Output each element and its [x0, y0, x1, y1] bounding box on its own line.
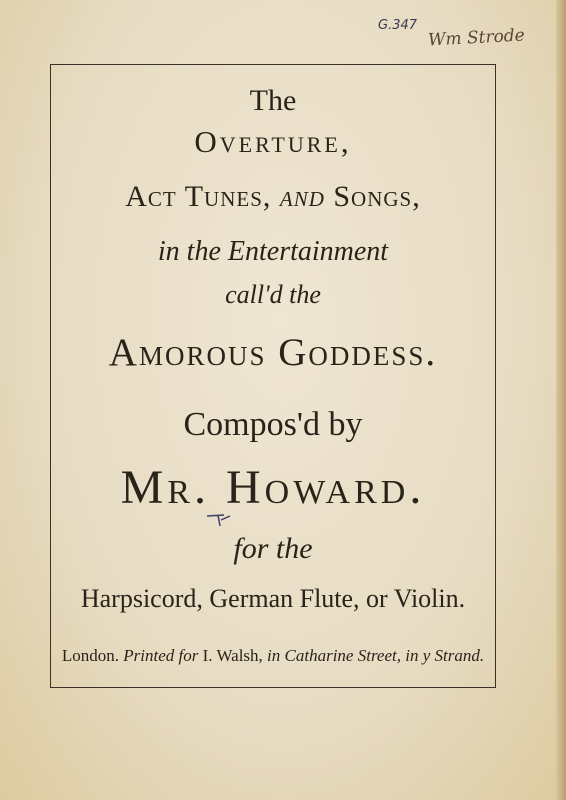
- shelfmark: G.347: [378, 18, 418, 33]
- composer-name: Mr. Howard.: [120, 461, 426, 514]
- imprint-address: in Catharine Street, in y Strand.: [267, 646, 485, 665]
- title-the: The: [249, 84, 297, 117]
- imprint-printed-for: Printed for: [123, 646, 199, 665]
- pen-mark-icon: [206, 512, 232, 528]
- title-calld: call'd the: [225, 280, 321, 309]
- act-tunes-text: Act Tunes,: [125, 180, 272, 213]
- instrument-list: Harpsicord, German Flute, or Violin.: [80, 584, 466, 613]
- and-text: and: [279, 180, 325, 213]
- title-entertainment: in the Entertainment: [157, 236, 389, 267]
- imprint: [50, 646, 496, 666]
- title-overture: Overture,: [194, 124, 352, 159]
- title-act-tunes-songs: [50, 180, 496, 214]
- songs-text: Songs,: [333, 180, 421, 213]
- imprint-printer: I. Walsh,: [202, 646, 263, 665]
- page-edge: [556, 0, 566, 800]
- imprint-city: London.: [61, 646, 120, 665]
- owner-signature: Wm Strode: [427, 25, 526, 51]
- work-title: Amorous Goddess.: [108, 331, 438, 374]
- for-the: for the: [233, 532, 313, 565]
- composd-by: Compos'd by: [183, 406, 363, 443]
